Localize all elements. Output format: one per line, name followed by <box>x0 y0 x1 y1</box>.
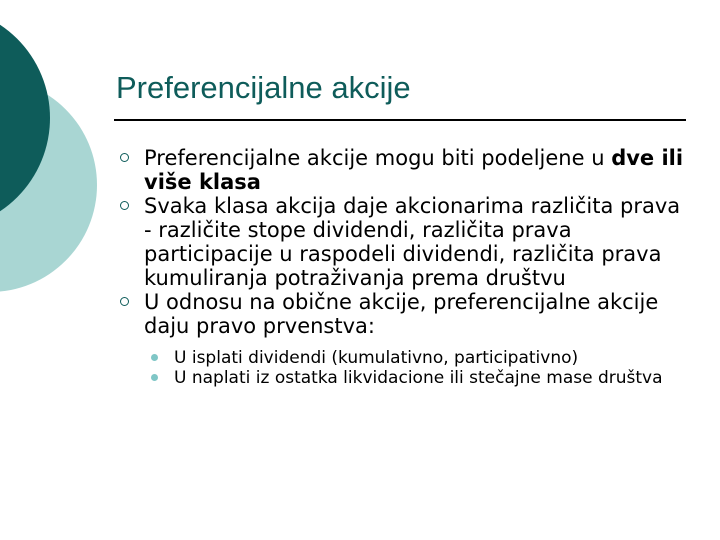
title-divider <box>114 119 686 121</box>
bullet-text: Svaka klasa akcija daje akcionarima različita prava - različite stope dividendi, različita prava participacije u raspodeli dividendi, različita prava kumuliranja potraživanja prema društvu <box>144 194 681 290</box>
bullet-text: U odnosu na obične akcije, preferencijalne akcije daju pravo prvenstva: <box>144 290 659 338</box>
bullet-item <box>114 194 694 290</box>
dot-bullet-icon <box>151 354 158 361</box>
bullet-bold-text: dve ili više klasa <box>144 146 684 194</box>
bullet-item <box>114 290 694 338</box>
slide-title: Preferencijalne akcije <box>116 70 411 105</box>
sub-bullet-item <box>144 368 694 388</box>
bullet-text: Preferencijalne akcije mogu biti podeljene u <box>144 146 612 170</box>
sub-bullet-text: U isplati dividendi (kumulativno, participativno) <box>174 348 579 368</box>
ring-bullet-icon <box>120 297 129 306</box>
sub-bullet-text: U naplati iz ostatka likvidacione ili stečajne mase društva <box>174 368 663 388</box>
ring-bullet-icon <box>120 201 129 210</box>
sub-bullet-item <box>144 348 694 368</box>
dot-bullet-icon <box>151 374 158 381</box>
sub-bullet-list <box>144 348 694 388</box>
bullet-item <box>114 146 694 194</box>
decorative-circles <box>0 0 110 300</box>
ring-bullet-icon <box>120 153 129 162</box>
bullet-list <box>114 146 694 388</box>
